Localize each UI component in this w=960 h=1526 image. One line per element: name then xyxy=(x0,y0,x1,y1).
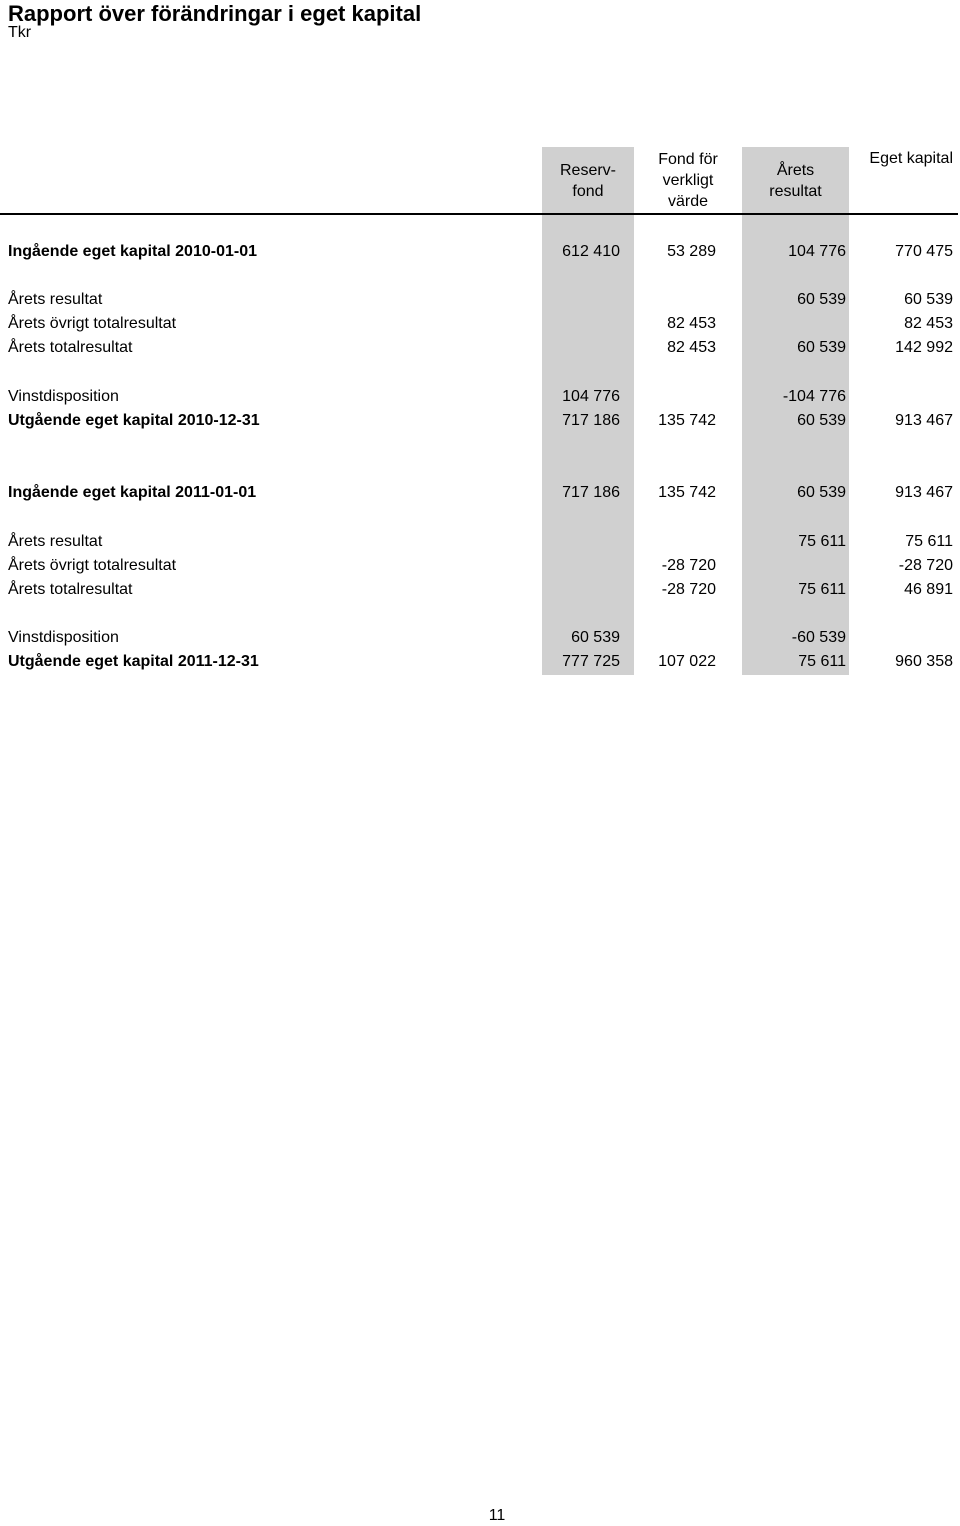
column-header-reservfond: Reserv- fond xyxy=(559,162,616,200)
cell-reservfond: 60 539 xyxy=(571,629,620,646)
cell-eget-kapital: -28 720 xyxy=(898,557,953,574)
table-row xyxy=(0,555,960,577)
cell-arets-resultat: 75 611 xyxy=(798,653,846,670)
row-label: Årets totalresultat xyxy=(8,339,133,356)
page-title: Rapport över förändringar i eget kapital xyxy=(8,1,422,26)
cell-fond-for-verkligt-varde: 135 742 xyxy=(658,484,716,501)
cell-reservfond: 104 776 xyxy=(562,388,620,405)
cell-arets-resultat: 60 539 xyxy=(797,339,846,356)
unit-label: Tkr xyxy=(8,24,32,41)
row-label: Årets övrigt totalresultat xyxy=(8,557,177,574)
column-header-arets-resultat: Årets resultat xyxy=(769,162,822,200)
row-label: Årets resultat xyxy=(8,533,103,550)
cell-arets-resultat: -104 776 xyxy=(782,388,846,405)
cell-fond-for-verkligt-varde: -28 720 xyxy=(661,557,716,574)
table-row xyxy=(0,313,960,335)
cell-fond-for-verkligt-varde: 53 289 xyxy=(667,243,716,260)
table-row xyxy=(0,531,960,553)
row-label: Årets övrigt totalresultat xyxy=(8,315,177,332)
table-row xyxy=(0,579,960,601)
cell-arets-resultat: -60 539 xyxy=(791,629,846,646)
cell-fond-for-verkligt-varde: -28 720 xyxy=(661,581,716,598)
cell-arets-resultat: 60 539 xyxy=(797,412,846,429)
page-number: 11 xyxy=(488,1507,506,1524)
cell-fond-for-verkligt-varde: 135 742 xyxy=(658,412,716,429)
cell-reservfond: 717 186 xyxy=(562,484,620,501)
cell-reservfond: 777 725 xyxy=(562,653,620,670)
cell-eget-kapital: 46 891 xyxy=(904,581,953,598)
cell-eget-kapital: 770 475 xyxy=(895,243,953,260)
header-rule xyxy=(0,213,958,215)
table-row xyxy=(0,289,960,311)
cell-eget-kapital: 913 467 xyxy=(895,412,953,429)
cell-arets-resultat: 104 776 xyxy=(788,243,846,260)
cell-eget-kapital: 142 992 xyxy=(895,339,953,356)
cell-reservfond: 612 410 xyxy=(562,243,620,260)
cell-eget-kapital: 82 453 xyxy=(904,315,953,332)
cell-eget-kapital: 60 539 xyxy=(904,291,953,308)
table-row xyxy=(0,627,960,649)
cell-arets-resultat: 75 611 xyxy=(798,533,846,550)
table-row xyxy=(0,482,960,504)
cell-arets-resultat: 75 611 xyxy=(798,581,846,598)
table-row xyxy=(0,410,960,432)
cell-eget-kapital: 75 611 xyxy=(905,533,953,550)
row-label: Vinstdisposition xyxy=(8,629,119,646)
column-header-fond-for-verkligt-varde: Fond för verkligt värde xyxy=(658,151,718,210)
cell-fond-for-verkligt-varde: 107 022 xyxy=(658,653,716,670)
row-label: Utgående eget kapital 2011-12-31 xyxy=(8,653,259,670)
cell-arets-resultat: 60 539 xyxy=(797,484,846,501)
cell-eget-kapital: 913 467 xyxy=(895,484,953,501)
row-label: Utgående eget kapital 2010-12-31 xyxy=(8,412,260,429)
row-label: Ingående eget kapital 2010-01-01 xyxy=(8,243,257,260)
cell-fond-for-verkligt-varde: 82 453 xyxy=(667,315,716,332)
column-header-eget-kapital: Eget kapital xyxy=(869,150,953,167)
row-label: Ingående eget kapital 2011-01-01 xyxy=(8,484,257,501)
cell-eget-kapital: 960 358 xyxy=(895,653,953,670)
cell-reservfond: 717 186 xyxy=(562,412,620,429)
cell-fond-for-verkligt-varde: 82 453 xyxy=(667,339,716,356)
table-row xyxy=(0,386,960,408)
row-label: Vinstdisposition xyxy=(8,388,119,405)
table-row xyxy=(0,651,960,673)
row-label: Årets resultat xyxy=(8,291,103,308)
row-label: Årets totalresultat xyxy=(8,581,133,598)
table-row xyxy=(0,241,960,263)
cell-arets-resultat: 60 539 xyxy=(797,291,846,308)
table-row xyxy=(0,337,960,359)
